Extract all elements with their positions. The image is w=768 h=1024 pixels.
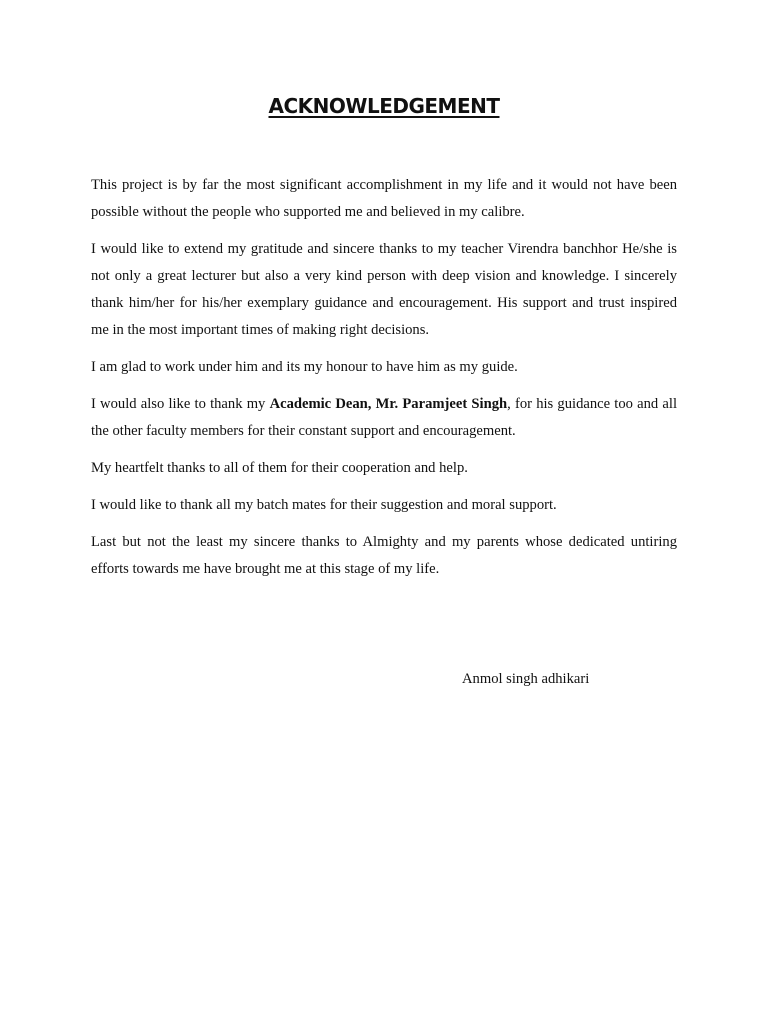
- page-title: ACKNOWLEDGEMENT: [268, 94, 500, 118]
- paragraph-parents: Last but not the least my sincere thanks to Almighty and my parents whose dedicated untiring efforts towards me have brought me at this stage of my life.: [91, 534, 677, 577]
- paragraph-guide: I am glad to work under him and its my honour to have him as my guide.: [91, 359, 518, 375]
- paragraph-teacher-thanks: I would like to extend my gratitude and sincere thanks to my teacher Virendra banchhor He/she is not only a great lecturer but also a very kind person with deep vision and knowledge. I sincerely thank him/her for his/her exemplary guidance and encouragement. His support and trust inspired me in the most important times of making right decisions.: [91, 241, 677, 338]
- paragraph-cooperation: My heartfelt thanks to all of them for their cooperation and help.: [91, 460, 468, 476]
- paragraph-intro: This project is by far the most significant accomplishment in my life and it would not have been possible without the people who supported me and believed in my calibre.: [91, 177, 677, 220]
- paragraph-batch-mates: I would like to thank all my batch mates for their suggestion and moral support.: [91, 497, 557, 513]
- dean-text-after: , for his guidance too and all the other faculty members for their constant support and encouragement.: [91, 396, 677, 439]
- dean-name: Academic Dean, Mr. Paramjeet Singh: [269, 396, 508, 412]
- acknowledgement-body: [91, 172, 677, 593]
- signature-name: Anmol singh adhikari: [462, 671, 590, 687]
- paragraph-dean-thanks: [91, 391, 677, 445]
- dean-text-before: I would also like to thank my: [91, 396, 270, 412]
